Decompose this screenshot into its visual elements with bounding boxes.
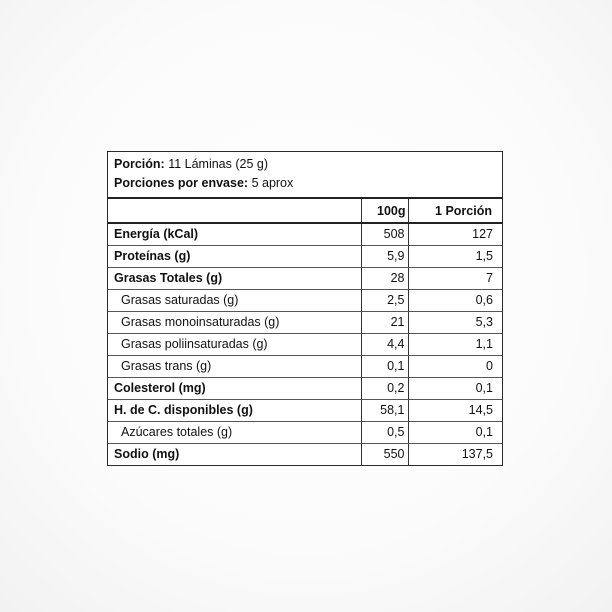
portion-value: 11 Láminas (25 g): [168, 157, 269, 171]
header-per-portion: 1 Porción: [408, 199, 502, 223]
value-per-100g: 0,5: [361, 421, 408, 443]
serving-info: [108, 152, 502, 199]
table-row: [108, 399, 502, 421]
portion-label: Porción:: [114, 157, 165, 171]
table-header-row: [108, 199, 502, 223]
nutrient-name: Energía (kCal): [108, 223, 361, 245]
per-package-value: 5 aprox: [251, 176, 294, 190]
nutrient-name: Grasas Totales (g): [108, 267, 361, 289]
table-row: [108, 443, 502, 465]
nutrient-name: H. de C. disponibles (g): [108, 399, 361, 421]
nutrient-name: Grasas saturadas (g): [108, 289, 361, 311]
table-row: [108, 245, 502, 267]
value-per-100g: 4,4: [361, 333, 408, 355]
nutrient-name: Proteínas (g): [108, 245, 361, 267]
value-per-portion: 7: [408, 267, 502, 289]
value-per-portion: 5,3: [408, 311, 502, 333]
portion-line: [114, 155, 496, 174]
value-per-100g: 5,9: [361, 245, 408, 267]
per-package-line: [114, 174, 496, 193]
table-row: [108, 311, 502, 333]
value-per-portion: 137,5: [408, 443, 502, 465]
value-per-portion: 0: [408, 355, 502, 377]
value-per-portion: 1,1: [408, 333, 502, 355]
value-per-100g: 21: [361, 311, 408, 333]
nutrition-table: [108, 199, 502, 465]
table-row: [108, 377, 502, 399]
header-per-100g: 100g: [361, 199, 408, 223]
nutrient-name: Grasas poliinsaturadas (g): [108, 333, 361, 355]
value-per-100g: 0,2: [361, 377, 408, 399]
value-per-100g: 550: [361, 443, 408, 465]
table-row: [108, 223, 502, 245]
value-per-100g: 28: [361, 267, 408, 289]
nutrient-name: Sodio (mg): [114, 447, 180, 462]
nutrient-name: Colesterol (mg): [108, 377, 361, 399]
table-row: [108, 333, 502, 355]
per-package-label: Porciones por envase:: [114, 176, 249, 190]
value-per-portion: 127: [408, 223, 502, 245]
value-per-portion: 14,5: [408, 399, 502, 421]
nutrient-name: Azúcares totales (g): [108, 421, 361, 443]
value-per-100g: 58,1: [361, 399, 408, 421]
nutrient-name: Grasas trans (g): [108, 355, 361, 377]
nutrition-facts-panel: [107, 151, 503, 466]
table-row: [108, 289, 502, 311]
value-per-portion: 0,1: [408, 421, 502, 443]
value-per-100g: 0,1: [361, 355, 408, 377]
value-per-100g: 508: [361, 223, 408, 245]
table-row: [108, 267, 502, 289]
value-per-portion: 0,1: [408, 377, 502, 399]
value-per-portion: 0,6: [408, 289, 502, 311]
table-row: [108, 355, 502, 377]
header-nutrient: [108, 199, 361, 223]
table-row: [108, 421, 502, 443]
value-per-portion: 1,5: [408, 245, 502, 267]
value-per-100g: 2,5: [361, 289, 408, 311]
nutrient-name: Grasas monoinsaturadas (g): [108, 311, 361, 333]
